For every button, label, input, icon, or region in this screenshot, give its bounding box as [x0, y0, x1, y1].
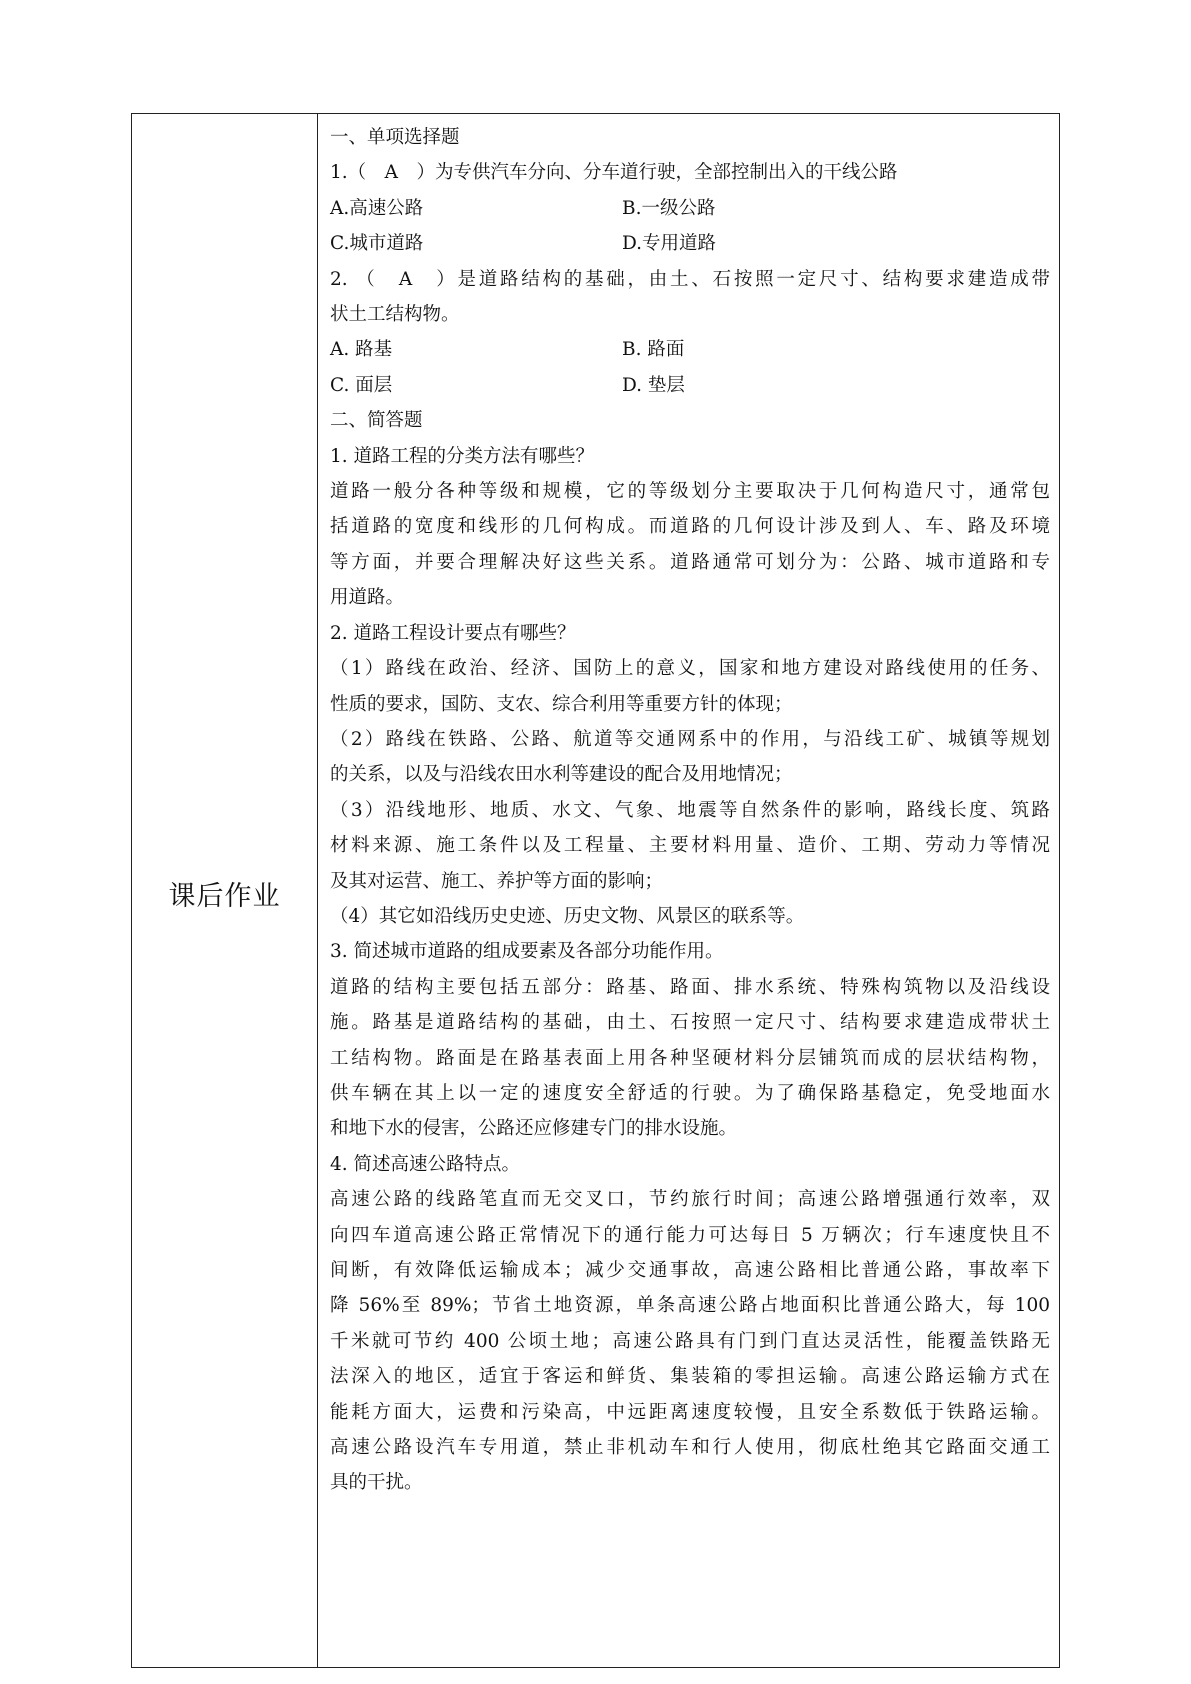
- option: C.城市道路: [330, 233, 424, 255]
- option: B.一级公路: [622, 197, 716, 219]
- answer-line: 降 56%至 89%；节省土地资源，单条高速公路占地面积比普通公路大，每 100: [330, 1295, 1050, 1317]
- answer-line: 及其对运营、施工、养护等方面的影响；: [330, 870, 664, 892]
- question-1-options-row-2: [330, 226, 1050, 261]
- short-question-2: 2. 道路工程设计要点有哪些？: [330, 622, 576, 644]
- short-question-4: 4. 简述高速公路特点。: [330, 1153, 521, 1175]
- question-1-options-row-1: [330, 191, 1050, 226]
- question-2-stem: 2. （ A ）是道路结构的基础，由土、石按照一定尺寸、结构要求建造成带: [330, 268, 1050, 290]
- answer-line: 工结构物。路面是在路基表面上用各种坚硬材料分层铺筑而成的层状结构物，: [330, 1047, 1050, 1069]
- answer-line: （4）其它如沿线历史史迹、历史文物、风景区的联系等。: [330, 905, 805, 927]
- option: C. 面层: [330, 374, 393, 396]
- answer-line: 法深入的地区，适宜于客运和鲜货、集装箱的零担运输。高速公路运输方式在: [330, 1366, 1050, 1388]
- answer-line: 性质的要求，国防、支农、综合利用等重要方针的体现；: [330, 693, 793, 715]
- short-question-1: 1. 道路工程的分类方法有哪些？: [330, 445, 595, 467]
- row-label: 课后作业: [168, 881, 281, 912]
- option: B. 路面: [622, 339, 685, 361]
- question-1-stem: 1.（ A ）为专供汽车分向、分车道行驶，全部控制出入的干线公路: [330, 162, 898, 184]
- answer-line: 高速公路的线路笔直而无交叉口，节约旅行时间；高速公路增强通行效率，双: [330, 1189, 1050, 1211]
- answer-line: 向四车道高速公路正常情况下的通行能力可达每日 5 万辆次；行车速度快且不: [330, 1224, 1050, 1246]
- label-cell: [132, 114, 318, 1667]
- question-2-stem-cont: 状土工结构物。: [330, 304, 460, 326]
- answer-line: 具的干扰。: [330, 1472, 423, 1494]
- option: A.高速公路: [330, 197, 424, 219]
- answer-line: 材料来源、施工条件以及工程量、主要材料用量、造价、工期、劳动力等情况: [330, 835, 1050, 857]
- answer-line: 等方面，并要合理解决好这些关系。道路通常可划分为：公路、城市道路和专: [330, 551, 1050, 573]
- answer-line: 施。路基是道路结构的基础，由土、石按照一定尺寸、结构要求建造成带状土: [330, 1012, 1050, 1034]
- answer-line: 道路一般分各种等级和规模，它的等级划分主要取决于几何构造尺寸，通常包: [330, 481, 1050, 503]
- section-title-short-answer: 二、简答题: [330, 410, 423, 432]
- answer-line: 括道路的宽度和线形的几何构成。而道路的几何设计涉及到人、车、路及环境: [330, 516, 1050, 538]
- option: D. 垫层: [622, 374, 685, 396]
- answer-line: 千米就可节约 400 公顷土地；高速公路具有门到门直达灵活性，能覆盖铁路无: [330, 1330, 1050, 1352]
- answer-line: （1）路线在政治、经济、国防上的意义，国家和地方建设对路线使用的任务、: [330, 658, 1050, 680]
- answer-line: 高速公路设汽车专用道，禁止非机动车和行人使用，彻底杜绝其它路面交通工: [330, 1437, 1050, 1459]
- question-2-options-row-2: [330, 368, 1050, 403]
- answer-line: 用道路。: [330, 587, 405, 609]
- option: A. 路基: [330, 339, 393, 361]
- answer-line: 能耗方面大，运费和污染高，中远距离速度较慢，且安全系数低于铁路运输。: [330, 1401, 1050, 1423]
- answer-line: 和地下水的侵害，公路还应修建专门的排水设施。: [330, 1118, 738, 1140]
- section-title-choice: 一、单项选择题: [330, 127, 460, 148]
- answer-line: 的关系，以及与沿线农田水利等建设的配合及用地情况；: [330, 764, 793, 786]
- option: D.专用道路: [622, 233, 717, 255]
- homework-table: [131, 113, 1060, 1668]
- answer-line: 供车辆在其上以一定的速度安全舒适的行驶。为了确保路基稳定，免受地面水: [330, 1082, 1050, 1104]
- answer-line: 道路的结构主要包括五部分：路基、路面、排水系统、特殊构筑物以及沿线设: [330, 976, 1050, 998]
- content-cell: [330, 120, 1050, 1501]
- answer-line: （2）路线在铁路、公路、航道等交通网系中的作用，与沿线工矿、城镇等规划: [330, 728, 1050, 750]
- question-2-options-row-1: [330, 332, 1050, 367]
- answer-line: （3）沿线地形、地质、水文、气象、地震等自然条件的影响，路线长度、筑路: [330, 799, 1050, 821]
- short-question-3: 3. 简述城市道路的组成要素及各部分功能作用。: [330, 941, 724, 963]
- answer-line: 间断，有效降低运输成本；减少交通事故，高速公路相比普通公路，事故率下: [330, 1260, 1050, 1281]
